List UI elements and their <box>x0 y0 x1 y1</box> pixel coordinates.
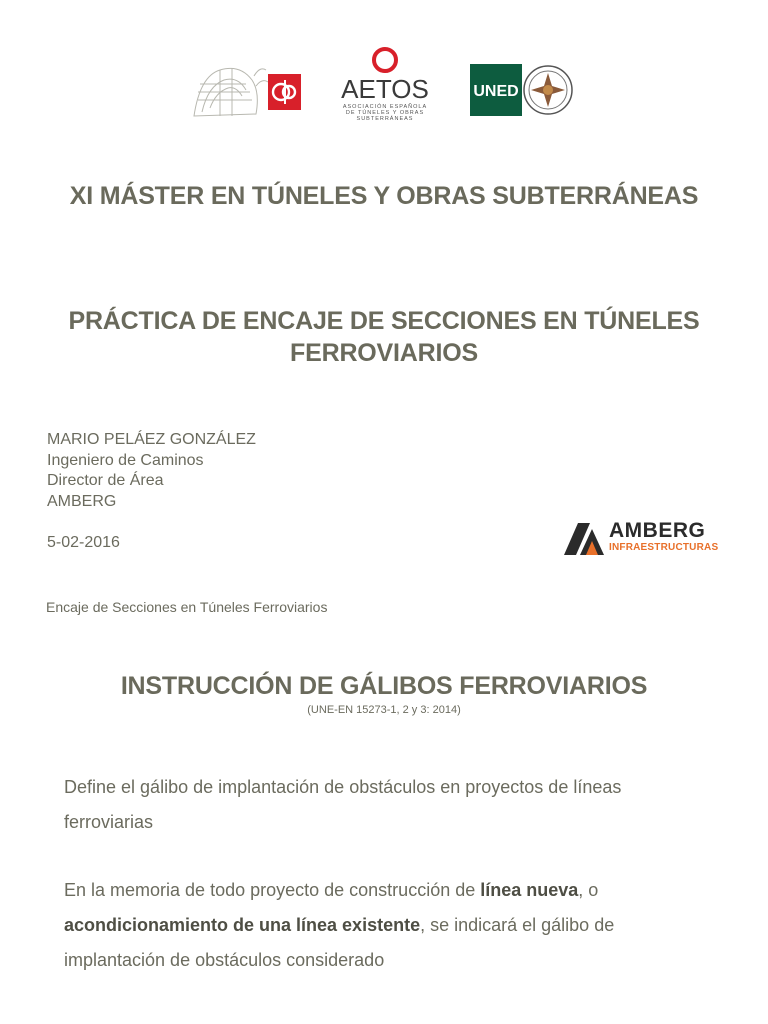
slide-footer-label: Encaje de Secciones en Túneles Ferroviarios <box>46 599 328 615</box>
para2-text-c: , o <box>578 880 599 900</box>
author-company: AMBERG <box>47 492 117 510</box>
aetos-logo <box>334 46 436 124</box>
author-role-engineer: Ingeniero de Caminos <box>47 451 204 469</box>
paragraph-definition: Define el gálibo de implantación de obstáculos en proyectos de líneas ferroviarias <box>64 777 622 832</box>
amberg-tagline: INFRAESTRUCTURAS <box>609 542 719 553</box>
uned-logo <box>470 64 574 118</box>
section-reference: (UNE-EN 15273-1, 2 y 3: 2014) <box>307 704 461 716</box>
author-name: MARIO PELÁEZ GONZÁLEZ <box>47 431 256 448</box>
document-date: 5-02-2016 <box>47 534 120 551</box>
document-subtitle <box>40 305 728 369</box>
para2-text-e: , se indicará el gálibo de implantación de obstáculos considerado <box>64 915 615 970</box>
amberg-logo-icon <box>564 523 604 555</box>
para2-bold-linea-nueva: línea nueva <box>480 880 579 900</box>
para2-bold-acondicionamiento: acondicionamiento de una línea existente <box>64 915 421 935</box>
institution-seal-logo <box>190 56 302 122</box>
svg-text:ASOCIACIÓN ESPAÑOLA: ASOCIACIÓN ESPAÑOLA <box>342 104 428 110</box>
subtitle-line-1: PRÁCTICA DE ENCAJE DE SECCIONES EN TÚNELES <box>68 307 700 335</box>
section-title: INSTRUCCIÓN DE GÁLIBOS FERROVIARIOS <box>120 672 648 700</box>
aetos-wordmark: AETOS <box>341 74 429 104</box>
author-block <box>47 430 256 512</box>
svg-text:DE TÚNELES Y OBRAS: DE TÚNELES Y OBRAS <box>345 110 425 116</box>
uned-seal-icon <box>524 66 572 114</box>
page-title: XI MÁSTER EN TÚNELES Y OBRAS SUBTERRÁNEAS <box>69 182 699 210</box>
paragraph-memoria <box>64 873 704 978</box>
amberg-wordmark: AMBERG <box>609 519 706 542</box>
uned-wordmark: UNED <box>473 83 519 100</box>
subtitle-line-2: FERROVIARIOS <box>290 339 478 367</box>
svg-text:SUBTERRÁNEAS: SUBTERRÁNEAS <box>356 116 414 122</box>
para2-text-a: En la memoria de todo proyecto de construcción de <box>64 880 481 900</box>
author-role-director: Director de Área <box>47 472 164 489</box>
aetos-mark <box>334 46 436 124</box>
